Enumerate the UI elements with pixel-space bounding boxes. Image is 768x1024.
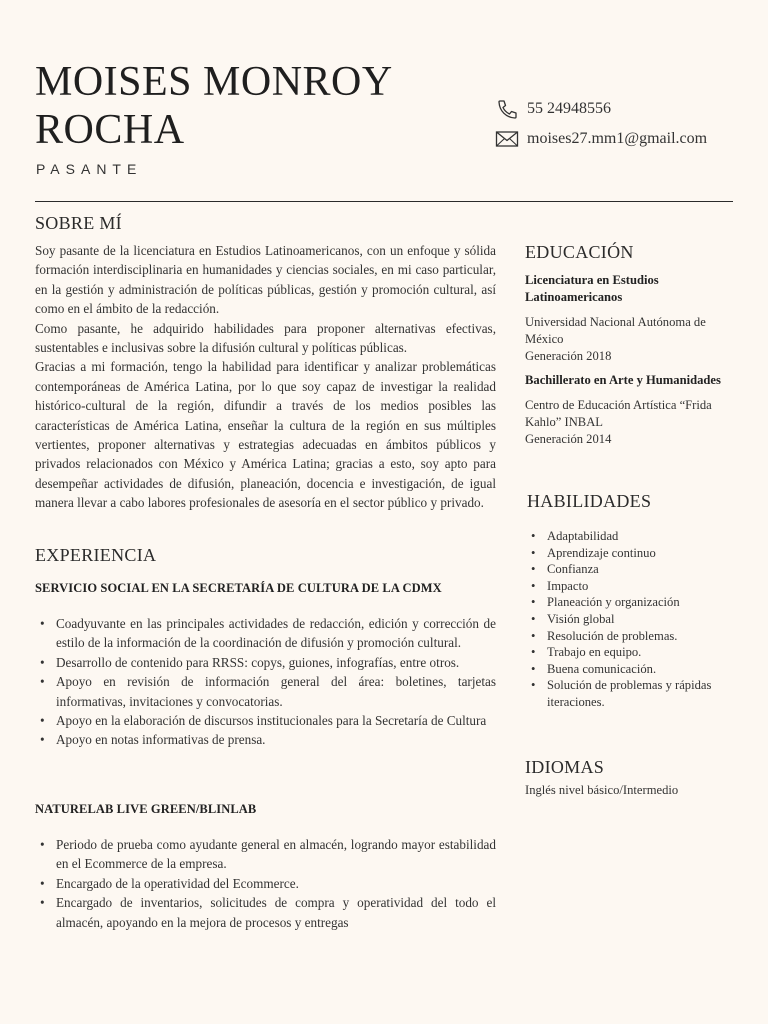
list-item: • Apoyo en la elaboración de discursos institucionales para la Secretaría de Cultura <box>35 711 496 730</box>
skill-item: • Adaptabilidad <box>525 528 740 545</box>
school-name: Universidad Nacional Autónoma de México <box>525 315 706 346</box>
list-item: • Desarrollo de contenido para RRSS: copys, guiones, infografías, entre otros. <box>35 653 496 672</box>
skill-item: • Buena comunicación. <box>525 661 740 678</box>
list-item: • Encargado de inventarios, solicitudes de compra y operatividad del todo el almacén, apoyando en la mejora de procesos y entregas <box>35 893 496 932</box>
degree-title: Bachillerato en Arte y Humanidades <box>525 373 721 387</box>
job-duties-list <box>35 614 496 750</box>
contact-block <box>495 94 707 154</box>
skill-item: • Planeación y organización <box>525 594 740 611</box>
skill-item: • Visión global <box>525 611 740 628</box>
list-item: • Periodo de prueba como ayudante general en almacén, logrando mayor estabilidad en el Ecommerce de la empresa. <box>35 835 496 874</box>
education-heading: EDUCACIÓN <box>525 242 634 262</box>
candidate-name: MOISES MONROY ROCHA <box>35 59 392 153</box>
phone-row <box>495 94 707 124</box>
education-section <box>525 272 745 448</box>
skill-item: • Confianza <box>525 561 740 578</box>
mail-icon <box>495 129 519 149</box>
job-duties-list <box>35 835 496 932</box>
languages-heading: IDIOMAS <box>525 757 605 777</box>
skills-heading: HABILIDADES <box>527 491 652 511</box>
job-title: NATURELAB LIVE GREEN/BLINLAB <box>35 802 257 816</box>
skill-item: • Solución de problemas y rápidas iteraciones. <box>525 677 740 710</box>
header-divider <box>35 201 733 202</box>
candidate-role: PASANTE <box>36 161 143 177</box>
phone-icon <box>495 99 519 119</box>
skill-item: • Impacto <box>525 578 740 595</box>
about-section <box>35 241 496 513</box>
degree-title: Licenciatura en Estudios Latinoamericanos <box>525 273 659 304</box>
about-paragraph: Soy pasante de la licenciatura en Estudios Latinoamericanos, con un enfoque y sólida formación interdisciplinaria en humanidades y ciencias sociales, en mi caso particular, en la gestión y administración de políticas públicas, gestión y promoción cultural, así como en el ámbito de la redacción. <box>35 243 496 317</box>
email-address[interactable]: moises27.mm1@gmail.com <box>527 130 708 147</box>
about-heading: SOBRE MÍ <box>35 213 122 233</box>
skill-item: • Resolución de problemas. <box>525 628 740 645</box>
school-name: Centro de Educación Artística “Frida Kahlo” INBAL <box>525 398 712 429</box>
job-title: SERVICIO SOCIAL EN LA SECRETARÍA DE CULTURA DE LA CDMX <box>35 581 442 595</box>
about-paragraph: Gracias a mi formación, tengo la habilidad para identificar y analizar problemáticas contemporáneas de América Latina, por lo que soy capaz de investigar la realidad histórico-cultural de la región, difundir a través de los medios posibles las características de América Latina, enseñar la cultura de la región en sus múltiples vertientes, proponer alternativas y estrategias adecuadas en ámbitos públicos y privados relacionados con México y América Latina; gracias a esto, soy apto para desempeñar actividades de difusión, planeación, docencia e investigación, de igual manera llevar a cabo labores profesionales de asesoría en el sector público y privado. <box>35 359 496 511</box>
list-item: • Encargado de la operatividad del Ecommerce. <box>35 874 496 893</box>
list-item: • Coadyuvante en las principales actividades de redacción, edición y corrección de estilo de la información de la coordinación de difusión y promoción cultural. <box>35 614 496 653</box>
graduation-year: Generación 2018 <box>525 349 612 363</box>
list-item: • Apoyo en notas informativas de prensa. <box>35 730 496 749</box>
list-item: • Apoyo en revisión de información general del área: boletines, tarjetas informativas, invitaciones y convocatorias. <box>35 672 496 711</box>
skill-item: • Trabajo en equipo. <box>525 644 740 661</box>
experience-heading: EXPERIENCIA <box>35 545 157 565</box>
about-paragraph: Como pasante, he adquirido habilidades para proponer alternativas efectivas, sustentables e inclusivas sobre la difusión cultural y políticas públicas. <box>35 320 496 356</box>
skills-list <box>525 528 740 711</box>
skill-item: • Aprendizaje continuo <box>525 545 740 562</box>
skills-section <box>525 528 740 711</box>
email-row <box>495 124 707 154</box>
graduation-year: Generación 2014 <box>525 432 612 446</box>
language-level: Inglés nivel básico/Intermedio <box>525 783 679 797</box>
phone-number[interactable]: 55 24948556 <box>527 100 611 117</box>
